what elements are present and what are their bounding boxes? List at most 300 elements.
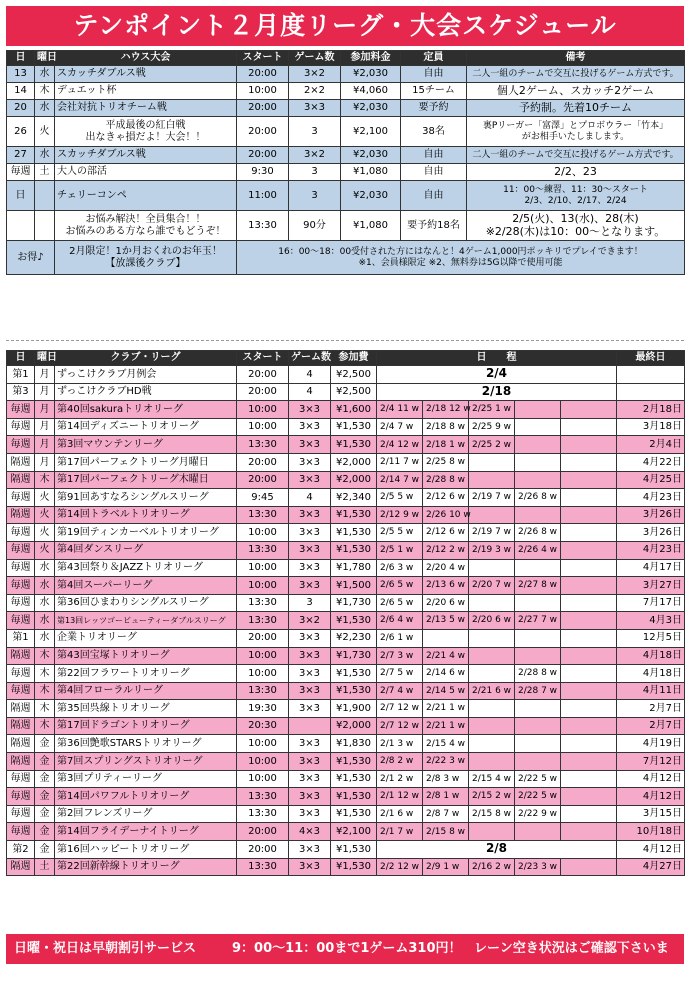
start-cell: 10:00 (237, 753, 289, 771)
last-day-cell: 4月3日 (617, 612, 685, 630)
frequency-cell: 第3 (7, 383, 35, 401)
frequency-cell: 毎週 (7, 524, 35, 542)
start-cell: 10:00 (237, 401, 289, 419)
start-cell: 13:30 (237, 612, 289, 630)
frequency-cell: 毎週 (7, 594, 35, 612)
league-name-cell: 第14回ディズニートリオリーグ (55, 418, 237, 436)
schedule-date-cell (561, 594, 617, 612)
day-cell: 毎週 (7, 164, 35, 181)
fee-cell: ¥1,530 (331, 612, 377, 630)
weekday-cell: 土 (35, 858, 55, 876)
start-cell: 20:00 (237, 383, 289, 401)
event-name-cell: チェリーコンペ (55, 181, 237, 211)
schedule-date-cell: 2/15 4 w (469, 770, 515, 788)
frequency-cell: 第2 (7, 841, 35, 859)
header-cell: 参加費 (331, 351, 377, 366)
weekday-cell: 木 (35, 682, 55, 700)
note-cell: 個人2ゲーム、スカッチ2ゲーム (467, 83, 685, 100)
games-cell: 3 (289, 181, 341, 211)
weekday-cell: 月 (35, 383, 55, 401)
weekday-cell: 木 (35, 717, 55, 735)
league-row (7, 418, 685, 436)
schedule-date-cell (561, 559, 617, 577)
frequency-cell: 毎週 (7, 665, 35, 683)
weekday-cell: 金 (35, 841, 55, 859)
schedule-cell: 2/4 (377, 366, 617, 384)
house-row (7, 164, 685, 181)
frequency-cell: 隔週 (7, 717, 35, 735)
league-name-cell: 第17回ドラゴントリオリーグ (55, 717, 237, 735)
schedule-date-cell: 2/1 6 w (377, 805, 423, 823)
start-cell: 20:00 (237, 100, 289, 117)
league-row (7, 524, 685, 542)
schedule-date-cell: 2/7 3 w (377, 647, 423, 665)
page-title: テンポイント２月度リーグ・大会スケジュール (6, 6, 684, 46)
fee-cell: ¥1,730 (331, 594, 377, 612)
frequency-cell: 毎週 (7, 418, 35, 436)
schedule-date-cell (561, 453, 617, 471)
fee-cell: ¥1,600 (331, 401, 377, 419)
schedule-date-cell: 2/19 7 w (469, 489, 515, 507)
last-day-cell: 3月26日 (617, 524, 685, 542)
league-name-cell: 第19回ティンカーベルトリオリーグ (55, 524, 237, 542)
weekday-cell: 木 (35, 700, 55, 718)
league-name-cell: 第3回マウンテンリーグ (55, 436, 237, 454)
league-name-cell: 第4回ダンスリーグ (55, 541, 237, 559)
start-cell: 10:00 (237, 83, 289, 100)
league-row (7, 383, 685, 401)
games-cell: 3×3 (289, 753, 331, 771)
fee-cell: ¥1,530 (331, 841, 377, 859)
schedule-date-cell: 2/22 3 w (423, 753, 469, 771)
line-1: お悩み解決！全員集合！！ (85, 214, 206, 225)
league-row (7, 647, 685, 665)
last-day-cell: 3月15日 (617, 805, 685, 823)
frequency-cell: 隔週 (7, 471, 35, 489)
schedule-date-cell: 2/20 4 w (423, 559, 469, 577)
league-row (7, 594, 685, 612)
schedule-cell: 2/8 (377, 841, 617, 859)
last-day-cell: 10月18日 (617, 823, 685, 841)
start-cell: 20:00 (237, 147, 289, 164)
frequency-cell: 隔週 (7, 647, 35, 665)
start-cell: 13:30 (237, 541, 289, 559)
schedule-date-cell (423, 629, 469, 647)
fee-cell: ¥1,530 (331, 665, 377, 683)
league-name-cell: 第91回あすなろシングルスリーグ (55, 489, 237, 507)
start-cell: 9:30 (237, 164, 289, 181)
weekday-cell: 火 (35, 506, 55, 524)
fee-cell: ¥1,730 (331, 647, 377, 665)
schedule-date-cell: 2/26 8 w (515, 524, 561, 542)
schedule-date-cell: 2/12 2 w (423, 541, 469, 559)
start-cell: 10:00 (237, 524, 289, 542)
day-cell: 26 (7, 117, 35, 147)
note-cell: 二人一組のチームで交互に投げるゲーム方式です。 (467, 66, 685, 83)
fee-cell: ¥1,530 (331, 770, 377, 788)
fee-cell: ¥2,500 (331, 366, 377, 384)
league-row (7, 682, 685, 700)
games-cell: 2×2 (289, 83, 341, 100)
start-cell: 13:30 (237, 788, 289, 806)
schedule-date-cell: 2/21 1 w (423, 717, 469, 735)
schedule-date-cell: 2/20 6 w (423, 594, 469, 612)
section-divider (6, 340, 684, 341)
schedule-date-cell: 2/22 5 w (515, 770, 561, 788)
league-row (7, 541, 685, 559)
league-row (7, 753, 685, 771)
schedule-date-cell (561, 612, 617, 630)
games-cell: 3×2 (289, 66, 341, 83)
header-cell: 日 程 (377, 351, 617, 366)
schedule-date-cell: 2/12 6 w (423, 524, 469, 542)
games-cell: 3×2 (289, 147, 341, 164)
schedule-date-cell: 2/5 1 w (377, 541, 423, 559)
games-cell: 3 (289, 594, 331, 612)
fee-cell: ¥2,100 (331, 823, 377, 841)
schedule-date-cell (469, 471, 515, 489)
schedule-date-cell: 2/20 7 w (469, 577, 515, 595)
league-row (7, 823, 685, 841)
games-cell: 3×3 (289, 700, 331, 718)
header-cell: 参加料金 (341, 51, 401, 66)
note-cell (467, 211, 685, 241)
weekday-cell: 金 (35, 770, 55, 788)
fee-cell: ¥1,830 (331, 735, 377, 753)
schedule-date-cell (469, 453, 515, 471)
league-name-cell: 第43回宝塚トリオリーグ (55, 647, 237, 665)
games-cell: 3×3 (289, 577, 331, 595)
schedule-date-cell: 2/27 8 w (515, 577, 561, 595)
start-cell: 13:30 (237, 211, 289, 241)
capacity-cell: 自由 (401, 66, 467, 83)
fee-cell: ¥2,030 (341, 66, 401, 83)
last-day-cell: 4月23日 (617, 489, 685, 507)
schedule-date-cell (561, 436, 617, 454)
fee-cell: ¥1,530 (331, 788, 377, 806)
schedule-date-cell: 2/18 12 w (423, 401, 469, 419)
schedule-date-cell: 2/7 4 w (377, 682, 423, 700)
schedule-date-cell: 2/15 8 w (423, 823, 469, 841)
frequency-cell: 隔週 (7, 753, 35, 771)
weekday-cell: 金 (35, 788, 55, 806)
event-name-cell: デュエット杯 (55, 83, 237, 100)
line-2: 出なきゃ損だよ！大会！！ (85, 131, 206, 143)
schedule-date-cell (561, 805, 617, 823)
frequency-cell: 毎週 (7, 541, 35, 559)
last-day-cell: 3月27日 (617, 577, 685, 595)
day-cell: 日 (7, 181, 35, 211)
schedule-date-cell (515, 594, 561, 612)
header-cell: ハウス大会 (55, 51, 237, 66)
league-name-cell: ずっこけクラブ月例会 (55, 366, 237, 384)
schedule-date-cell (469, 647, 515, 665)
fee-cell: ¥2,000 (331, 471, 377, 489)
schedule-date-cell (561, 524, 617, 542)
house-row (7, 117, 685, 147)
frequency-cell: 毎週 (7, 559, 35, 577)
schedule-date-cell: 2/28 7 w (515, 682, 561, 700)
weekday-cell (35, 211, 55, 241)
schedule-date-cell: 2/7 12 w (377, 700, 423, 718)
schedule-date-cell: 2/22 9 w (515, 805, 561, 823)
weekday-cell: 火 (35, 524, 55, 542)
otoku-label: お得♪ (7, 241, 55, 275)
last-day-cell: 2月18日 (617, 401, 685, 419)
schedule-date-cell: 2/13 5 w (423, 612, 469, 630)
line-1: 平成最後の紅白戦 (105, 120, 186, 131)
start-cell: 20:00 (237, 453, 289, 471)
schedule-date-cell: 2/12 9 w (377, 506, 423, 524)
frequency-cell: 隔週 (7, 700, 35, 718)
start-cell: 20:00 (237, 471, 289, 489)
line-1: 裏Pリーガー「富澤」とプロボウラー「竹本」 (482, 121, 669, 132)
last-day-cell: 4月12日 (617, 770, 685, 788)
league-name-cell: 第14回トラベルトリオリーグ (55, 506, 237, 524)
last-day-cell: 4月23日 (617, 541, 685, 559)
schedule-date-cell (515, 401, 561, 419)
league-name-cell: 第2回フレンズリーグ (55, 805, 237, 823)
start-cell: 10:00 (237, 577, 289, 595)
schedule-date-cell (515, 629, 561, 647)
fee-cell: ¥2,000 (331, 717, 377, 735)
schedule-date-cell (469, 717, 515, 735)
schedule-date-cell: 2/4 11 w (377, 401, 423, 419)
league-row (7, 436, 685, 454)
schedule-date-cell (561, 647, 617, 665)
weekday-cell: 金 (35, 735, 55, 753)
frequency-cell: 毎週 (7, 805, 35, 823)
schedule-date-cell: 2/15 8 w (469, 805, 515, 823)
frequency-cell: 毎週 (7, 436, 35, 454)
league-row (7, 841, 685, 859)
capacity-cell: 自由 (401, 147, 467, 164)
header-cell: スタート (237, 351, 289, 366)
schedule-date-cell: 2/6 3 w (377, 559, 423, 577)
last-day-cell: 4月11日 (617, 682, 685, 700)
schedule-date-cell: 2/1 12 w (377, 788, 423, 806)
frequency-cell: 隔週 (7, 735, 35, 753)
schedule-date-cell: 2/23 3 w (515, 858, 561, 876)
start-cell: 11:00 (237, 181, 289, 211)
league-row (7, 665, 685, 683)
schedule-date-cell (515, 559, 561, 577)
line-1: 11：00～練習、11：30～スタート (503, 185, 648, 196)
league-name-cell: 第17回パーフェクトリーグ月曜日 (55, 453, 237, 471)
weekday-cell: 月 (35, 401, 55, 419)
house-row (7, 211, 685, 241)
start-cell: 13:30 (237, 506, 289, 524)
fee-cell: ¥2,000 (331, 453, 377, 471)
day-cell: 13 (7, 66, 35, 83)
schedule-date-cell: 2/9 1 w (423, 858, 469, 876)
fee-cell: ¥1,530 (331, 436, 377, 454)
schedule-date-cell (469, 665, 515, 683)
league-name-cell: 第16回ハッピートリオリーグ (55, 841, 237, 859)
league-name-cell: 第3回プリティーリーグ (55, 770, 237, 788)
schedule-date-cell: 2/5 5 w (377, 489, 423, 507)
schedule-date-cell (469, 823, 515, 841)
schedule-date-cell: 2/6 5 w (377, 577, 423, 595)
schedule-date-cell (561, 682, 617, 700)
last-day-cell (617, 383, 685, 401)
schedule-date-cell: 2/21 1 w (423, 700, 469, 718)
league-row (7, 717, 685, 735)
games-cell: 3×3 (289, 541, 331, 559)
frequency-cell: 隔週 (7, 858, 35, 876)
schedule-date-cell: 2/1 2 w (377, 770, 423, 788)
capacity-cell: 38名 (401, 117, 467, 147)
start-cell: 13:30 (237, 436, 289, 454)
last-day-cell: 2月7日 (617, 700, 685, 718)
fee-cell: ¥1,080 (341, 211, 401, 241)
schedule-date-cell (469, 594, 515, 612)
note-cell: 予約制。先着10チーム (467, 100, 685, 117)
schedule-date-cell: 2/4 7 w (377, 418, 423, 436)
fee-cell: ¥2,030 (341, 100, 401, 117)
footer-banner (6, 934, 684, 986)
last-day-cell: 4月18日 (617, 647, 685, 665)
event-name-cell: スカッチダブルス戦 (55, 66, 237, 83)
league-name-cell: 第14回フライデーナイトリーグ (55, 823, 237, 841)
event-name-cell (55, 117, 237, 147)
league-row (7, 489, 685, 507)
capacity-cell: 自由 (401, 181, 467, 211)
weekday-cell: 金 (35, 753, 55, 771)
house-tournament-table (6, 50, 685, 275)
league-name-cell: 第22回新幹線トリオリーグ (55, 858, 237, 876)
start-cell: 13:30 (237, 805, 289, 823)
games-cell: 3×3 (289, 629, 331, 647)
league-row (7, 401, 685, 419)
games-cell (289, 717, 331, 735)
start-cell: 20:00 (237, 117, 289, 147)
start-cell: 20:00 (237, 66, 289, 83)
games-cell: 3×3 (289, 506, 331, 524)
otoku-name (55, 241, 237, 275)
league-row (7, 366, 685, 384)
league-name-cell: 第36回艶歌STARSトリオリーグ (55, 735, 237, 753)
schedule-date-cell (515, 717, 561, 735)
weekday-cell: 月 (35, 418, 55, 436)
games-cell: 3×3 (289, 559, 331, 577)
fee-cell: ¥1,530 (331, 541, 377, 559)
fee-cell: ¥1,530 (331, 524, 377, 542)
schedule-date-cell: 2/26 4 w (515, 541, 561, 559)
schedule-date-cell: 2/8 7 w (423, 805, 469, 823)
frequency-cell: 毎週 (7, 770, 35, 788)
header-cell: 曜日 (35, 351, 55, 366)
start-cell: 13:30 (237, 594, 289, 612)
footer-right-text: レーン空き状況はご確認下さいませ。 (474, 941, 669, 986)
start-cell: 9:45 (237, 489, 289, 507)
schedule-date-cell (515, 453, 561, 471)
games-cell: 3×3 (289, 401, 331, 419)
league-row (7, 735, 685, 753)
schedule-date-cell: 2/14 5 w (423, 682, 469, 700)
last-day-cell: 4月17日 (617, 559, 685, 577)
league-name-cell: 第40回sakuraトリオリーグ (55, 401, 237, 419)
league-name-cell: 第35回呉線トリオリーグ (55, 700, 237, 718)
start-cell: 13:30 (237, 682, 289, 700)
schedule-date-cell: 2/11 7 w (377, 453, 423, 471)
games-cell: 3×3 (289, 788, 331, 806)
line-1: 16：00～18：00受付された方にはなんと！4ゲーム1,000円ポッキリでプレイできます！ (278, 247, 643, 258)
schedule-date-cell: 2/7 5 w (377, 665, 423, 683)
start-cell: 20:30 (237, 717, 289, 735)
schedule-date-cell: 2/19 7 w (469, 524, 515, 542)
schedule-date-cell: 2/18 1 w (423, 436, 469, 454)
line-1: 2月限定！1か月おくれのお年玉！ (69, 246, 222, 257)
schedule-date-cell (561, 418, 617, 436)
schedule-date-cell (561, 489, 617, 507)
schedule-date-cell: 2/16 2 w (469, 858, 515, 876)
schedule-date-cell (561, 541, 617, 559)
start-cell: 10:00 (237, 647, 289, 665)
weekday-cell: 水 (35, 559, 55, 577)
weekday-cell: 水 (35, 66, 55, 83)
start-cell: 10:00 (237, 418, 289, 436)
league-name-cell: 第36回ひまわりシングルスリーグ (55, 594, 237, 612)
schedule-date-cell: 2/28 8 w (423, 471, 469, 489)
fee-cell: ¥2,030 (341, 181, 401, 211)
note-cell: 二人一組のチームで交互に投げるゲーム方式です。 (467, 147, 685, 164)
fee-cell: ¥1,530 (331, 682, 377, 700)
games-cell: 3×3 (289, 805, 331, 823)
schedule-date-cell (515, 753, 561, 771)
fee-cell: ¥2,340 (331, 489, 377, 507)
schedule-date-cell (515, 418, 561, 436)
last-day-cell: 7月12日 (617, 753, 685, 771)
fee-cell: ¥2,230 (331, 629, 377, 647)
league-name-cell: 第13回レッツゴービューティーダブルスリーグ (55, 612, 237, 630)
weekday-cell: 月 (35, 366, 55, 384)
last-day-cell: 7月17日 (617, 594, 685, 612)
header-cell: クラブ・リーグ (55, 351, 237, 366)
start-cell: 19:30 (237, 700, 289, 718)
weekday-cell: 木 (35, 471, 55, 489)
start-cell: 10:00 (237, 665, 289, 683)
line-1: 2/5(火)、13(水)、28(木) (512, 211, 639, 225)
header-cell: ゲーム数 (289, 351, 331, 366)
last-day-cell: 3月18日 (617, 418, 685, 436)
note-cell (467, 117, 685, 147)
weekday-cell: 火 (35, 117, 55, 147)
schedule-date-cell: 2/2 12 w (377, 858, 423, 876)
games-cell: 3×3 (289, 665, 331, 683)
fee-cell: ¥2,100 (341, 117, 401, 147)
games-cell: 4 (289, 383, 331, 401)
games-cell: 3×3 (289, 770, 331, 788)
weekday-cell: 金 (35, 805, 55, 823)
start-cell: 10:00 (237, 770, 289, 788)
line-2: お悩みのある方なら誰でもどうぞ！ (65, 225, 226, 237)
league-name-cell: 第17回パーフェクトリーグ木曜日 (55, 471, 237, 489)
weekday-cell: 水 (35, 612, 55, 630)
weekday-cell: 水 (35, 577, 55, 595)
schedule-date-cell (561, 735, 617, 753)
league-name-cell: ずっこけクラブHD戦 (55, 383, 237, 401)
frequency-cell: 毎週 (7, 823, 35, 841)
weekday-cell: 火 (35, 489, 55, 507)
games-cell: 3×3 (289, 100, 341, 117)
fee-cell: ¥1,530 (331, 418, 377, 436)
schedule-date-cell (561, 717, 617, 735)
last-day-cell: 4月22日 (617, 453, 685, 471)
header-cell: スタート (237, 51, 289, 66)
schedule-date-cell (561, 770, 617, 788)
fee-cell: ¥1,530 (331, 858, 377, 876)
